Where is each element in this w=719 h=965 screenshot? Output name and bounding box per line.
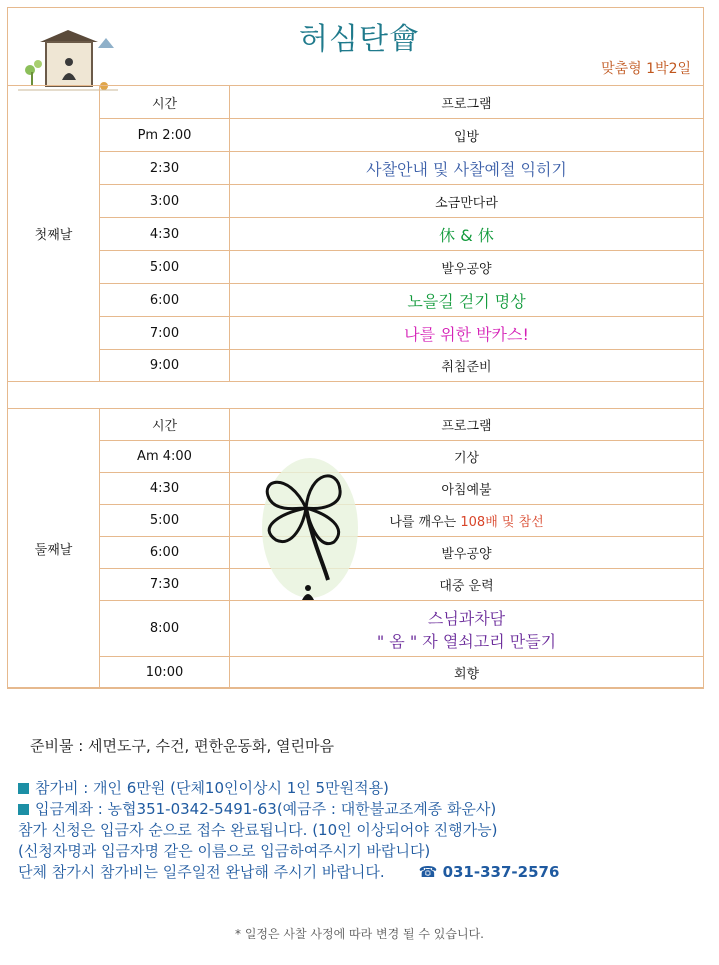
program-text: 나를 깨우는	[389, 515, 461, 530]
footer-note: * 일정은 사찰 사정에 따라 변경 될 수 있습니다.	[235, 927, 484, 941]
time-cell: 6:00	[100, 537, 230, 569]
time-cell: 8:00	[100, 601, 230, 657]
program-cell: 취침준비	[230, 350, 704, 382]
info-line: (신청자명과 입금자명 같은 이름으로 입금하여주시기 바랍니다)	[18, 842, 431, 860]
prep-items: 준비물 : 세면도구, 수건, 편한운동화, 열린마음	[30, 737, 335, 755]
day1-table	[7, 85, 704, 382]
program-cell: 회향	[230, 657, 704, 689]
time-header: 시간	[100, 86, 230, 119]
time-cell: 7:30	[100, 569, 230, 601]
square-bullet-icon	[18, 804, 29, 815]
program-cell: 발우공양	[230, 251, 704, 284]
day2-label: 둘째날	[8, 409, 100, 689]
info-section	[18, 778, 559, 883]
time-cell: 3:00	[100, 185, 230, 218]
time-cell: 5:00	[100, 505, 230, 537]
time-header: 시간	[100, 409, 230, 441]
time-cell: 10:00	[100, 657, 230, 689]
program-cell: 아침예불	[230, 473, 704, 505]
time-cell: 7:00	[100, 317, 230, 350]
phone-number: ☎ 031-337-2576	[418, 863, 560, 881]
notes-section	[20, 735, 334, 774]
time-cell: Pm 2:00	[100, 119, 230, 152]
info-line: 단체 참가시 참가비는 일주일전 완납해 주시기 바랍니다.	[18, 863, 385, 881]
program-cell: 입방	[230, 119, 704, 152]
fee-text: 참가비 : 개인 6만원 (단체10인이상시 1인 5만원적용)	[35, 779, 389, 797]
time-cell: 4:30	[100, 218, 230, 251]
time-cell: 2:30	[100, 152, 230, 185]
program-cell: 사찰안내 및 사찰예절 익히기	[230, 152, 704, 185]
day1-label: 첫째날	[8, 86, 100, 382]
time-cell: Am 4:00	[100, 441, 230, 473]
program-header: 프로그램	[230, 86, 704, 119]
program-cell: 소금만다라	[230, 185, 704, 218]
time-cell: 6:00	[100, 284, 230, 317]
program-header: 프로그램	[230, 409, 704, 441]
page-subtitle: 맞춤형 1박2일	[601, 61, 691, 77]
info-line: 참가 신청은 입금자 순으로 접수 완료됩니다. (10인 이상되어야 진행가능)	[18, 821, 498, 839]
program-cell: 대중 운력	[230, 569, 704, 601]
flower-illustration-icon	[248, 450, 368, 610]
time-cell: 9:00	[100, 350, 230, 382]
program-cell: 노을길 걷기 명상	[230, 284, 704, 317]
account-text: 입금계좌 : 농협351-0342-5491-63(예금주 : 대한불교조계종 화운사)	[35, 800, 497, 818]
square-bullet-icon	[18, 783, 29, 794]
time-cell: 5:00	[100, 251, 230, 284]
program-cell: 기상	[230, 441, 704, 473]
program-line: " 옴 " 자 열쇠고리 만들기	[376, 631, 557, 651]
program-highlight: 108배 및 참선	[460, 515, 544, 530]
page-title: 허심탄會	[299, 22, 420, 57]
program-line: 스님과차담	[427, 608, 506, 628]
program-cell: 발우공양	[230, 537, 704, 569]
program-cell: 나를 위한 박카스!	[230, 317, 704, 350]
time-cell: 4:30	[100, 473, 230, 505]
program-cell: 休 & 休	[230, 218, 704, 251]
day-separator	[7, 381, 704, 408]
